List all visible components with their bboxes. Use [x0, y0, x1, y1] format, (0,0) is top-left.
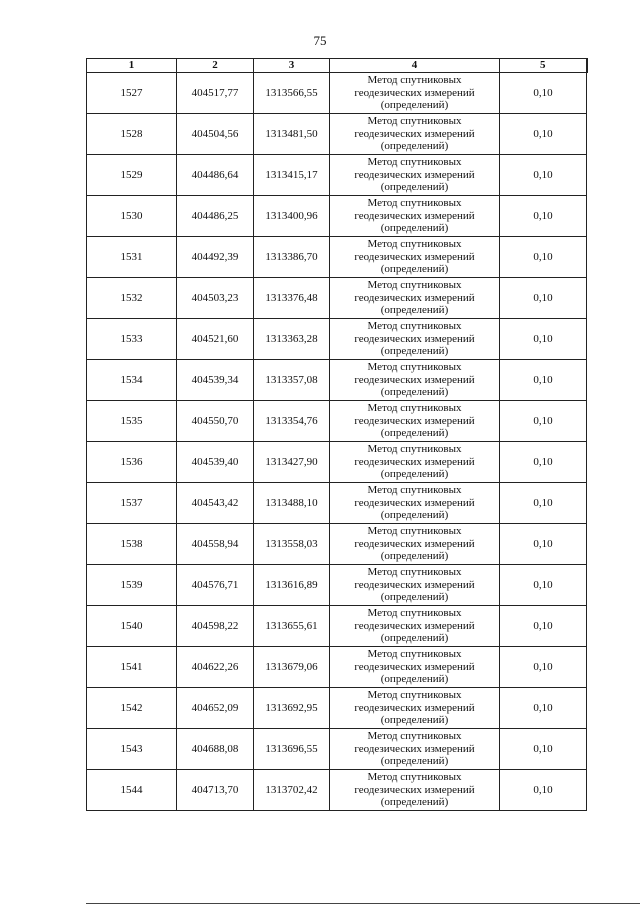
table-row [87, 483, 587, 524]
accuracy-cell: 0,10 [500, 196, 587, 237]
point-number-cell: 1544 [87, 770, 177, 811]
point-number-cell: 1531 [87, 237, 177, 278]
table-header [87, 59, 587, 73]
method-line: (определений) [380, 386, 449, 399]
point-number-cell: 1543 [87, 729, 177, 770]
method-line: геодезических измерений [354, 250, 475, 263]
x-coordinate-cell: 404504,56 [177, 114, 254, 155]
method-line: геодезических измерений [354, 537, 475, 550]
table-row [87, 647, 587, 688]
y-coordinate-cell: 1313696,55 [254, 729, 330, 770]
accuracy-cell: 0,10 [500, 278, 587, 319]
x-coordinate-cell: 404521,60 [177, 319, 254, 360]
method-line: (определений) [380, 181, 449, 194]
method-line: (определений) [380, 714, 449, 727]
method-line: (определений) [380, 673, 449, 686]
method-line: геодезических измерений [354, 783, 475, 796]
method-line: Метод спутниковых [367, 197, 462, 210]
method-cell [330, 278, 500, 319]
method-line: Метод спутниковых [367, 771, 462, 784]
table-row [87, 401, 587, 442]
x-coordinate-cell: 404539,40 [177, 442, 254, 483]
method-line: Метод спутниковых [367, 484, 462, 497]
y-coordinate-cell: 1313702,42 [254, 770, 330, 811]
table-row [87, 729, 587, 770]
point-number-cell: 1537 [87, 483, 177, 524]
x-coordinate-cell: 404517,77 [177, 73, 254, 114]
page-number: 75 [313, 33, 327, 48]
x-coordinate-cell: 404598,22 [177, 606, 254, 647]
y-coordinate-cell: 1313354,76 [254, 401, 330, 442]
method-line: Метод спутниковых [367, 320, 462, 333]
method-cell [330, 770, 500, 811]
method-line: Метод спутниковых [367, 361, 462, 374]
method-line: геодезических измерений [354, 742, 475, 755]
method-line: (определений) [380, 222, 449, 235]
table-row [87, 442, 587, 483]
method-cell [330, 196, 500, 237]
method-cell [330, 729, 500, 770]
y-coordinate-cell: 1313415,17 [254, 155, 330, 196]
accuracy-cell: 0,10 [500, 688, 587, 729]
method-line: (определений) [380, 632, 449, 645]
header-col-5: 5 [500, 59, 587, 73]
x-coordinate-cell: 404543,42 [177, 483, 254, 524]
point-number-cell: 1533 [87, 319, 177, 360]
method-cell [330, 114, 500, 155]
accuracy-cell: 0,10 [500, 606, 587, 647]
point-number-cell: 1527 [87, 73, 177, 114]
method-cell [330, 565, 500, 606]
method-line: геодезических измерений [354, 701, 475, 714]
table-row [87, 237, 587, 278]
table-row [87, 770, 587, 811]
method-line: геодезических измерений [354, 414, 475, 427]
coordinates-table [86, 58, 588, 811]
y-coordinate-cell: 1313427,90 [254, 442, 330, 483]
x-coordinate-cell: 404622,26 [177, 647, 254, 688]
method-line: Метод спутниковых [367, 443, 462, 456]
x-coordinate-cell: 404688,08 [177, 729, 254, 770]
method-line: (определений) [380, 99, 449, 112]
method-line: (определений) [380, 509, 449, 522]
method-line: геодезических измерений [354, 496, 475, 509]
method-cell [330, 237, 500, 278]
method-line: Метод спутниковых [367, 279, 462, 292]
point-number-cell: 1542 [87, 688, 177, 729]
method-line: (определений) [380, 755, 449, 768]
method-line: (определений) [380, 345, 449, 358]
accuracy-cell: 0,10 [500, 360, 587, 401]
table-row [87, 196, 587, 237]
method-cell [330, 401, 500, 442]
header-col-4: 4 [330, 59, 500, 73]
accuracy-cell: 0,10 [500, 237, 587, 278]
header-col-2: 2 [177, 59, 254, 73]
method-line: (определений) [380, 304, 449, 317]
method-line: Метод спутниковых [367, 566, 462, 579]
method-line: Метод спутниковых [367, 402, 462, 415]
bottom-rule [86, 903, 640, 904]
table-row [87, 688, 587, 729]
table-row [87, 278, 587, 319]
x-coordinate-cell: 404652,09 [177, 688, 254, 729]
method-cell [330, 688, 500, 729]
point-number-cell: 1532 [87, 278, 177, 319]
method-line: геодезических измерений [354, 578, 475, 591]
x-coordinate-cell: 404550,70 [177, 401, 254, 442]
header-col-1: 1 [87, 59, 177, 73]
method-line: геодезических измерений [354, 291, 475, 304]
y-coordinate-cell: 1313655,61 [254, 606, 330, 647]
accuracy-cell: 0,10 [500, 483, 587, 524]
method-line: (определений) [380, 427, 449, 440]
table-row [87, 73, 587, 114]
point-number-cell: 1530 [87, 196, 177, 237]
y-coordinate-cell: 1313376,48 [254, 278, 330, 319]
accuracy-cell: 0,10 [500, 401, 587, 442]
method-cell [330, 483, 500, 524]
method-line: (определений) [380, 550, 449, 563]
method-line: Метод спутниковых [367, 115, 462, 128]
x-coordinate-cell: 404539,34 [177, 360, 254, 401]
x-coordinate-cell: 404558,94 [177, 524, 254, 565]
accuracy-cell: 0,10 [500, 73, 587, 114]
y-coordinate-cell: 1313481,50 [254, 114, 330, 155]
point-number-cell: 1534 [87, 360, 177, 401]
method-line: Метод спутниковых [367, 689, 462, 702]
method-line: геодезических измерений [354, 209, 475, 222]
point-number-cell: 1541 [87, 647, 177, 688]
method-line: геодезических измерений [354, 127, 475, 140]
y-coordinate-cell: 1313400,96 [254, 196, 330, 237]
method-line: геодезических измерений [354, 373, 475, 386]
method-line: Метод спутниковых [367, 648, 462, 661]
accuracy-cell: 0,10 [500, 319, 587, 360]
method-cell [330, 647, 500, 688]
method-cell [330, 73, 500, 114]
method-line: геодезических измерений [354, 332, 475, 345]
table-row [87, 114, 587, 155]
x-coordinate-cell: 404486,64 [177, 155, 254, 196]
method-line: (определений) [380, 140, 449, 153]
method-line: Метод спутниковых [367, 730, 462, 743]
accuracy-cell: 0,10 [500, 155, 587, 196]
method-cell [330, 155, 500, 196]
accuracy-cell: 0,10 [500, 729, 587, 770]
method-cell [330, 319, 500, 360]
method-cell [330, 442, 500, 483]
point-number-cell: 1535 [87, 401, 177, 442]
table-row [87, 606, 587, 647]
y-coordinate-cell: 1313558,03 [254, 524, 330, 565]
y-coordinate-cell: 1313566,55 [254, 73, 330, 114]
accuracy-cell: 0,10 [500, 442, 587, 483]
y-coordinate-cell: 1313679,06 [254, 647, 330, 688]
accuracy-cell: 0,10 [500, 647, 587, 688]
method-line: геодезических измерений [354, 455, 475, 468]
accuracy-cell: 0,10 [500, 565, 587, 606]
method-line: геодезических измерений [354, 86, 475, 99]
point-number-cell: 1538 [87, 524, 177, 565]
method-cell [330, 524, 500, 565]
y-coordinate-cell: 1313488,10 [254, 483, 330, 524]
header-row [87, 59, 587, 73]
table-body [87, 73, 587, 811]
x-coordinate-cell: 404503,23 [177, 278, 254, 319]
y-coordinate-cell: 1313386,70 [254, 237, 330, 278]
method-line: (определений) [380, 468, 449, 481]
method-line: геодезических измерений [354, 168, 475, 181]
x-coordinate-cell: 404492,39 [177, 237, 254, 278]
table-row [87, 155, 587, 196]
method-line: геодезических измерений [354, 619, 475, 632]
table-row [87, 524, 587, 565]
method-line: Метод спутниковых [367, 156, 462, 169]
table-row [87, 565, 587, 606]
method-line: Метод спутниковых [367, 607, 462, 620]
y-coordinate-cell: 1313363,28 [254, 319, 330, 360]
y-coordinate-cell: 1313357,08 [254, 360, 330, 401]
method-cell [330, 606, 500, 647]
point-number-cell: 1529 [87, 155, 177, 196]
accuracy-cell: 0,10 [500, 524, 587, 565]
method-line: геодезических измерений [354, 660, 475, 673]
method-line: Метод спутниковых [367, 238, 462, 251]
x-coordinate-cell: 404486,25 [177, 196, 254, 237]
accuracy-cell: 0,10 [500, 770, 587, 811]
table-row [87, 319, 587, 360]
point-number-cell: 1540 [87, 606, 177, 647]
method-line: (определений) [380, 263, 449, 276]
x-coordinate-cell: 404576,71 [177, 565, 254, 606]
point-number-cell: 1528 [87, 114, 177, 155]
y-coordinate-cell: 1313692,95 [254, 688, 330, 729]
x-coordinate-cell: 404713,70 [177, 770, 254, 811]
header-col-3: 3 [254, 59, 330, 73]
method-cell [330, 360, 500, 401]
y-coordinate-cell: 1313616,89 [254, 565, 330, 606]
method-line: (определений) [380, 796, 449, 809]
accuracy-cell: 0,10 [500, 114, 587, 155]
table-row [87, 360, 587, 401]
point-number-cell: 1539 [87, 565, 177, 606]
point-number-cell: 1536 [87, 442, 177, 483]
method-line: (определений) [380, 591, 449, 604]
method-line: Метод спутниковых [367, 525, 462, 538]
method-line: Метод спутниковых [367, 74, 462, 87]
